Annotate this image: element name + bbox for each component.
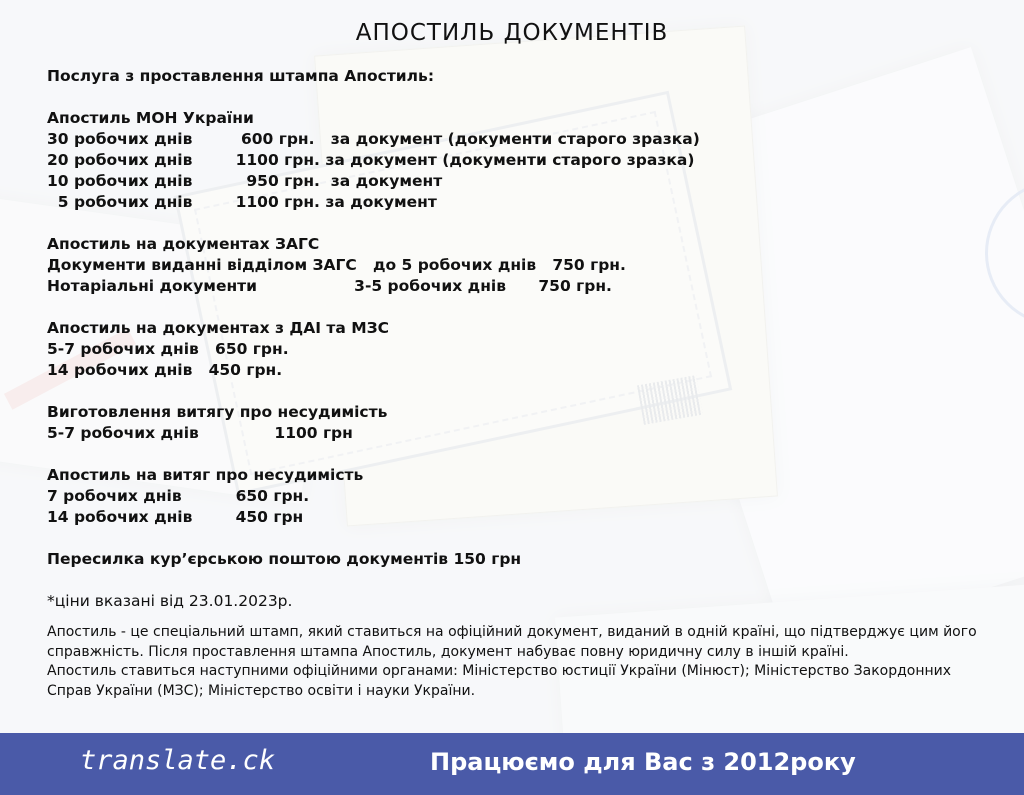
brand-logo-text[interactable]: translate.ck [80,745,276,776]
price-row: 30 робочих днів 600 грн. за документ (документи старого зразка) [47,130,700,148]
section-heading: Апостиль на витяг про несудимість [47,466,364,484]
section-heading: Апостиль на документах ЗАГС [47,235,320,253]
prices-note: *ціни вказані від 23.01.2023р. [47,592,293,610]
section-heading: Апостиль на документах з ДАІ та МЗС [47,319,390,337]
price-row: 7 робочих днів 650 грн. [47,487,310,505]
page-title: АПОСТИЛЬ ДОКУМЕНТІВ [355,20,669,46]
intro-text: Послуга з проставлення штампа Апостиль: [47,67,435,85]
footer-bar [0,733,1024,795]
section-criminal-record-apostille [47,465,997,528]
courier-text: Пересилка кур’єрською поштою документів 150 грн [47,550,522,568]
section-mon [47,108,997,213]
footer-slogan: Працюємо для Вас з 2012року [430,748,856,776]
price-row: 5-7 робочих днів 1100 грн [47,424,353,442]
section-criminal-record [47,402,997,444]
price-row: 10 робочих днів 950 грн. за документ [47,172,443,190]
price-row: 14 робочих днів 450 грн. [47,361,283,379]
price-row: 5 робочих днів 1100 грн. за документ [47,193,437,211]
price-row: 20 робочих днів 1100 грн. за документ (документи старого зразка) [47,151,695,169]
price-row: Нотаріальні документи 3-5 робочих днів 750 грн. [47,277,612,295]
info-text [47,623,997,701]
price-row: 5-7 робочих днів 650 грн. [47,340,289,358]
price-list [47,66,997,612]
info-paragraph: Апостиль ставиться наступними офіційними органами: Міністерство юстиції України (Мінюст); Міністерство Закордонних Справ України (МЗС); Міністерство освіти і науки України. [47,663,952,699]
section-heading: Виготовлення витягу про несудимість [47,403,388,421]
price-row: 14 робочих днів 450 грн [47,508,304,526]
price-row: Документи виданні відділом ЗАГС до 5 робочих днів 750 грн. [47,256,626,274]
section-zags [47,234,997,297]
section-heading: Апостиль МОН України [47,109,254,127]
section-dai-mzs [47,318,997,381]
info-paragraph: Апостиль - це спеціальний штамп, який ставиться на офіційний документ, виданий в одній країні, що підтверджує цим його справжність. Після проставлення штампа Апостиль, документ набуває повну юридичну силу в іншій країні. [47,624,977,660]
